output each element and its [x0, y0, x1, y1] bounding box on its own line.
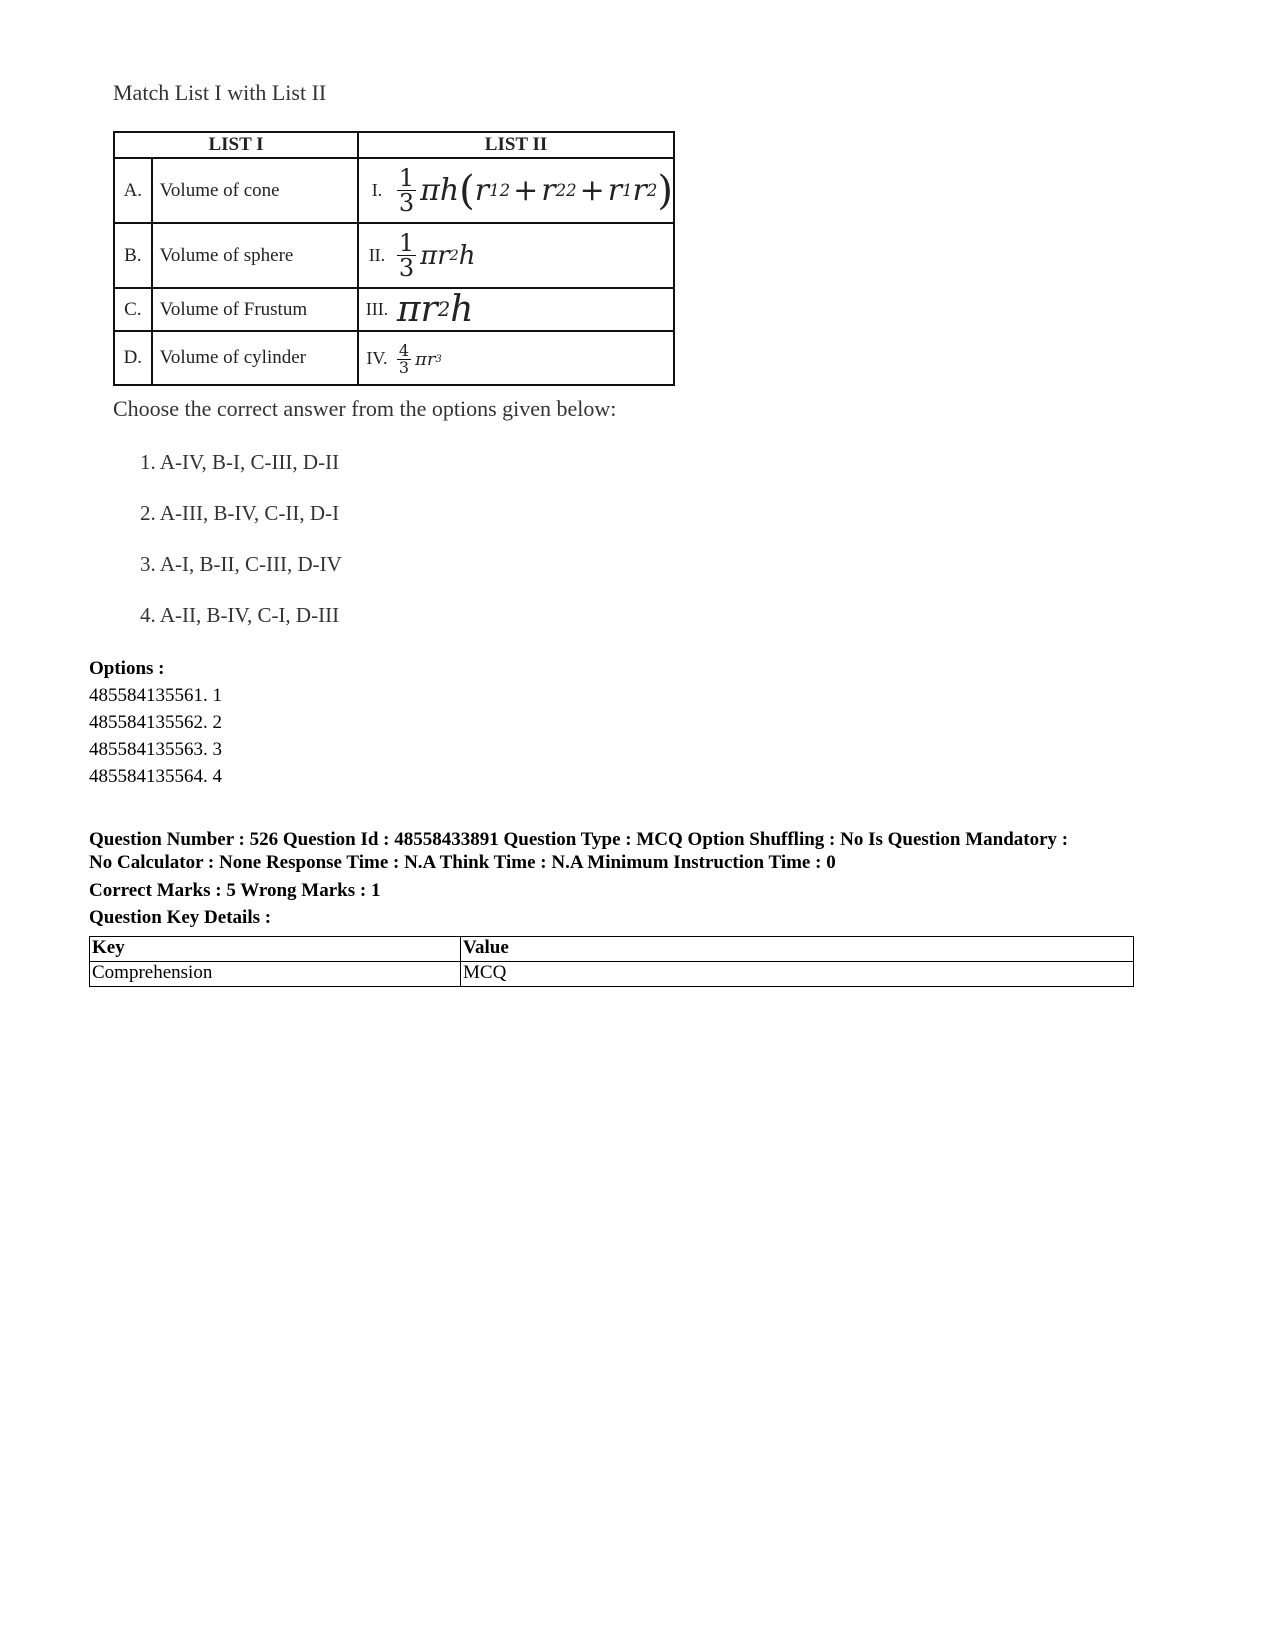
- key-details-table: [89, 936, 1134, 987]
- formula-cylinder: πr 2 h: [395, 288, 674, 331]
- formula-cone: $\frac{1}{3}$ πr 2 h: [395, 223, 674, 288]
- formula-sphere: $\frac{4}{3}$ πr 3: [395, 331, 674, 385]
- table-row: [114, 288, 674, 331]
- row-roman: II.: [358, 223, 395, 288]
- formula-frustum: $\frac{1}{3}$ πh ( r 1 2 + r 2 2 + r 1 r 2 ): [395, 158, 674, 223]
- list2-header: LIST II: [358, 132, 674, 158]
- table-row: [114, 331, 674, 385]
- option-item: 485584135564. 4: [89, 766, 222, 787]
- row-description: Volume of cone: [152, 158, 358, 223]
- match-table-header: [114, 132, 674, 158]
- table-row: [114, 223, 674, 288]
- answer-choice: 2. A-III, B-IV, C-II, D-I: [140, 501, 340, 525]
- row-description: Volume of cylinder: [152, 331, 358, 385]
- table-row: [90, 962, 1134, 987]
- row-roman: IV.: [358, 331, 395, 385]
- answer-choice: 1. A-IV, B-I, C-III, D-II: [140, 450, 340, 474]
- row-letter: B.: [114, 223, 152, 288]
- choose-instruction: Choose the correct answer from the options given below:: [113, 396, 617, 421]
- option-item: 485584135562. 2: [89, 712, 222, 733]
- row-letter: D.: [114, 331, 152, 385]
- question-prompt: Match List I with List II: [113, 80, 327, 105]
- table-header-row: [90, 937, 1134, 962]
- answer-choice: 3. A-I, B-II, C-III, D-IV: [140, 552, 342, 576]
- match-table: [113, 131, 675, 386]
- marks-info: Correct Marks : 5 Wrong Marks : 1: [89, 880, 381, 901]
- key-header: Key: [90, 937, 461, 962]
- row-letter: C.: [114, 288, 152, 331]
- value-cell: MCQ: [461, 962, 1134, 987]
- question-meta-line1: Question Number : 526 Question Id : 48558433891 Question Type : MCQ Option Shuffling : No Is Question Mandatory :: [89, 829, 1069, 850]
- row-letter: A.: [114, 158, 152, 223]
- row-roman: III.: [358, 288, 395, 331]
- list1-header: LIST I: [114, 132, 358, 158]
- options-label: Options :: [89, 658, 165, 679]
- row-description: Volume of Frustum: [152, 288, 358, 331]
- question-meta-line2: No Calculator : None Response Time : N.A Think Time : N.A Minimum Instruction Time : 0: [89, 852, 836, 873]
- answer-choice: 4. A-II, B-IV, C-I, D-III: [140, 603, 340, 627]
- option-item: 485584135563. 3: [89, 739, 222, 760]
- option-item: 485584135561. 1: [89, 685, 222, 706]
- key-cell: Comprehension: [90, 962, 461, 987]
- row-roman: I.: [358, 158, 395, 223]
- table-row: [114, 158, 674, 223]
- row-description: Volume of sphere: [152, 223, 358, 288]
- key-details-label: Question Key Details :: [89, 907, 272, 928]
- value-header: Value: [461, 937, 1134, 962]
